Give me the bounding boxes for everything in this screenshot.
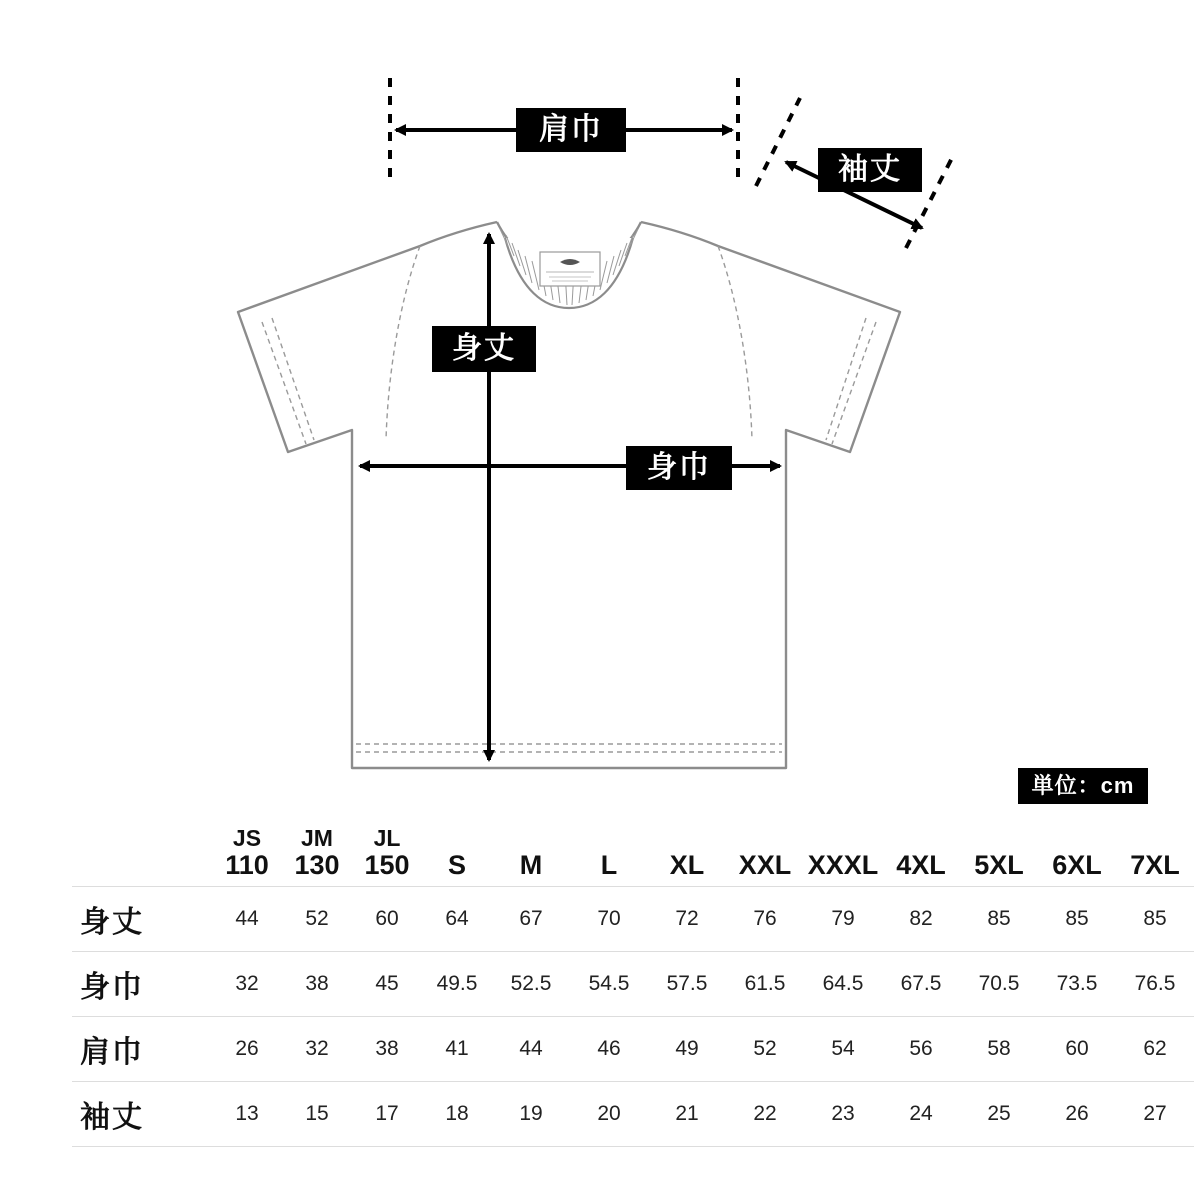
cell: 49 — [675, 1037, 699, 1060]
cell: 25 — [987, 1102, 1011, 1125]
col-header-jm130 — [282, 808, 352, 887]
cell: 38 — [305, 972, 329, 995]
cell: 57.5 — [666, 972, 708, 995]
col-header-xl — [648, 808, 726, 887]
col-header-bottom: XXXL — [807, 849, 879, 880]
col-header-6xl — [1038, 808, 1116, 887]
cell: 70.5 — [978, 972, 1020, 995]
cell: 76 — [753, 907, 777, 930]
table-row — [72, 887, 1194, 952]
label-body-width: 身巾 — [626, 446, 732, 490]
cell: 60 — [375, 907, 399, 930]
table-row — [72, 1082, 1194, 1147]
col-header-s — [422, 808, 492, 887]
cell: 70 — [597, 907, 621, 930]
cell: 54.5 — [588, 972, 630, 995]
cell: 21 — [675, 1102, 699, 1125]
cell: 79 — [831, 907, 855, 930]
row-header-shoulder-width: 肩巾 — [80, 1036, 144, 1069]
label-shoulder-width: 肩巾 — [516, 108, 626, 152]
col-header-top: JS — [232, 825, 262, 852]
col-header-bottom: XXL — [738, 849, 792, 880]
cell: 54 — [831, 1037, 855, 1060]
cell: 85 — [1065, 907, 1089, 930]
size-table — [72, 808, 1194, 1147]
cell: 17 — [375, 1102, 399, 1125]
cell: 27 — [1143, 1102, 1167, 1125]
col-header-xxl — [726, 808, 804, 887]
label-sleeve-length: 袖丈 — [818, 148, 922, 192]
col-header-bottom: 6XL — [1052, 849, 1102, 880]
col-header-bottom: 110 — [225, 849, 269, 880]
row-header-body-width: 身巾 — [80, 971, 144, 1004]
col-header-4xl — [882, 808, 960, 887]
cell: 32 — [235, 972, 259, 995]
cell: 52 — [753, 1037, 777, 1060]
col-header-bottom: 4XL — [896, 849, 946, 880]
cell: 15 — [305, 1102, 329, 1125]
col-header-bottom: 130 — [294, 849, 340, 880]
col-header-m — [492, 808, 570, 887]
cell: 44 — [519, 1037, 543, 1060]
col-header-bottom: S — [447, 849, 466, 880]
cell: 22 — [753, 1102, 777, 1125]
col-header-7xl — [1116, 808, 1194, 887]
col-header-l — [570, 808, 648, 887]
col-header-bottom: M — [519, 849, 543, 880]
cell: 62 — [1143, 1037, 1167, 1060]
cell: 20 — [597, 1102, 621, 1125]
cell: 67.5 — [900, 972, 942, 995]
cell: 67 — [519, 907, 543, 930]
cell: 60 — [1065, 1037, 1089, 1060]
col-header-bottom: 5XL — [974, 849, 1024, 880]
table-header-row — [72, 808, 1194, 887]
cell: 72 — [675, 907, 699, 930]
table-row — [72, 1017, 1194, 1082]
col-header-top: JM — [301, 825, 333, 852]
col-header-bottom: 150 — [364, 849, 410, 880]
header-corner-empty — [72, 808, 212, 887]
cell: 85 — [1143, 907, 1167, 930]
label-body-length: 身丈 — [432, 326, 536, 372]
cell: 19 — [519, 1102, 543, 1125]
cell: 85 — [987, 907, 1011, 930]
garment-outline — [238, 222, 900, 768]
size-table-body — [72, 887, 1194, 1147]
row-header-body-length: 身丈 — [80, 906, 144, 939]
col-header-jl150 — [352, 808, 422, 887]
cell: 64 — [445, 907, 469, 930]
cell: 26 — [1065, 1102, 1089, 1125]
cell: 13 — [235, 1102, 259, 1125]
cell: 45 — [375, 972, 399, 995]
cell: 26 — [235, 1037, 259, 1060]
col-header-top: JL — [373, 825, 401, 852]
cell: 44 — [235, 907, 259, 930]
col-header-xxxl — [804, 808, 882, 887]
cell: 46 — [597, 1037, 621, 1060]
col-header-js110 — [212, 808, 282, 887]
cell: 49.5 — [436, 972, 478, 995]
cell: 58 — [987, 1037, 1011, 1060]
table-row — [72, 952, 1194, 1017]
cell: 73.5 — [1056, 972, 1098, 995]
cell: 61.5 — [744, 972, 786, 995]
cell: 56 — [909, 1037, 933, 1060]
cell: 82 — [909, 907, 933, 930]
cell: 18 — [445, 1102, 469, 1125]
cell: 41 — [445, 1037, 469, 1060]
col-header-bottom: 7XL — [1130, 849, 1180, 880]
cell: 52.5 — [510, 972, 552, 995]
cell: 38 — [375, 1037, 399, 1060]
cell: 64.5 — [822, 972, 864, 995]
cell: 32 — [305, 1037, 329, 1060]
size-table-head — [72, 808, 1194, 887]
cell: 23 — [831, 1102, 855, 1125]
col-header-bottom: L — [600, 849, 618, 880]
row-header-sleeve-length: 袖丈 — [80, 1101, 144, 1134]
col-header-bottom: XL — [669, 849, 705, 880]
cell: 24 — [909, 1102, 933, 1125]
size-table-container — [72, 808, 1180, 1147]
col-header-5xl — [960, 808, 1038, 887]
label-unit: 単位：cm — [1018, 768, 1148, 804]
cell: 76.5 — [1134, 972, 1176, 995]
cell: 52 — [305, 907, 329, 930]
neck-label — [540, 252, 600, 286]
